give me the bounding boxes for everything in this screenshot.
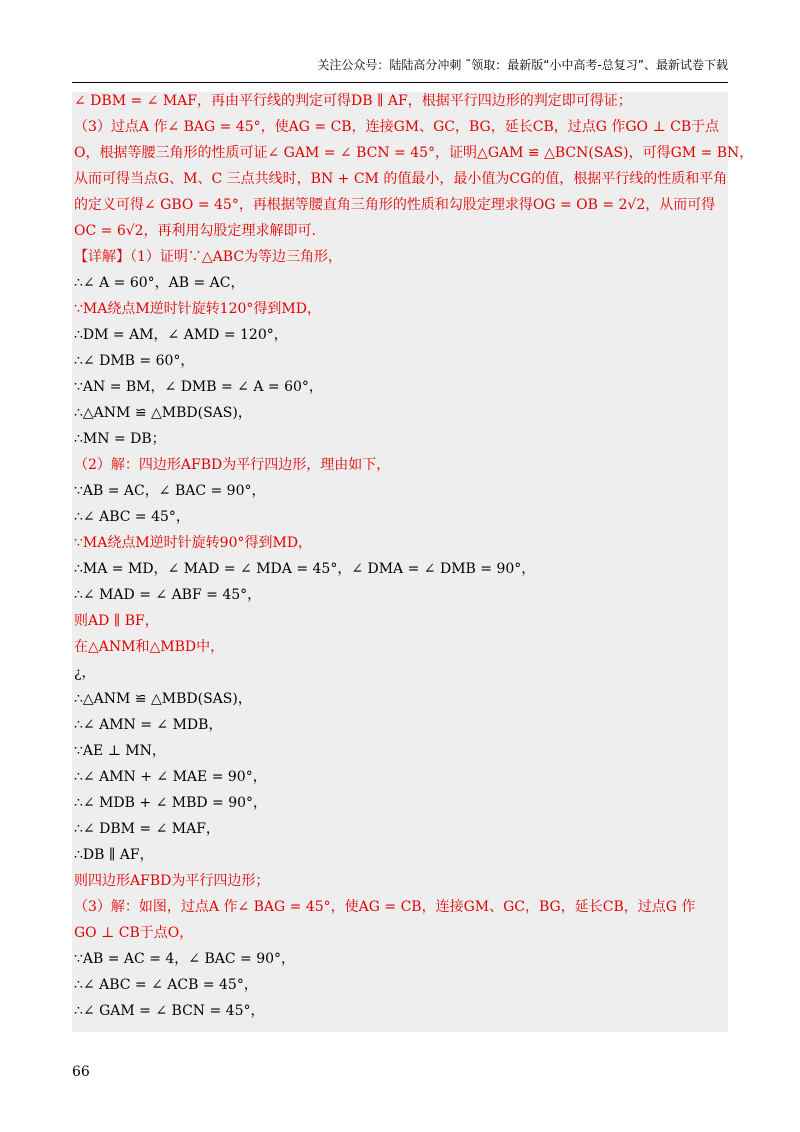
solution-line: ∴DB ∥ AF， xyxy=(74,847,154,863)
solution-line: ∴∠ MAD = ∠ ABF = 45°， xyxy=(74,587,262,603)
solution-line: ∴∠ A = 60°，AB = AC， xyxy=(74,275,245,291)
solution-line: ∴∠ GAM = ∠ BCN = 45°， xyxy=(74,1003,265,1019)
solution-line: ∴∠ ABC = 45°， xyxy=(74,509,190,525)
solution-line: O，根据等腰三角形的性质可证∠ GAM = ∠ BCN = 45°，证明△GAM ≌ △BCN(SAS)，可得GM = BN， xyxy=(74,145,754,161)
solution-line: ∵AN = BM，∠ DMB = ∠ A = 60°， xyxy=(74,379,323,395)
solution-line: ∴∠ AMN + ∠ MAE = 90°， xyxy=(74,769,267,785)
solution-line: ∴MN = DB； xyxy=(74,431,166,447)
solution-line: ∴∠ DBM = ∠ MAF， xyxy=(74,821,220,837)
solution-line: ∴∠ ABC = ∠ ACB = 45°， xyxy=(74,977,258,993)
solution-content xyxy=(72,92,754,1032)
header-rule xyxy=(72,82,728,83)
solution-line: ∵MA绕点M逆时针旋转120°得到MD， xyxy=(74,301,321,317)
solution-line: ¿， xyxy=(74,665,96,681)
solution-line: 则AD ∥ BF， xyxy=(74,613,159,629)
solution-line: OC = 6√2，再利用勾股定理求解即可. xyxy=(74,223,317,239)
page-number: 66 xyxy=(72,1064,90,1080)
solution-line: ∵AB = AC = 4，∠ BAC = 90°， xyxy=(74,951,296,967)
solution-line: ∠ DBM = ∠ MAF，再由平行线的判定可得DB ∥ AF，根据平行四边形的判定即可得证； xyxy=(74,93,632,109)
solution-line: ∴△ANM ≌ △MBD(SAS)， xyxy=(74,405,252,421)
solution-line: （3）过点A 作∠ BAG = 45°，使AG = CB，连接GM、GC，BG，延长CB，过点G 作GO ⊥ CB于点 xyxy=(74,119,720,135)
solution-line: 从而可得当点G、M、C 三点共线时，BN + CM 的值最小，最小值为CG的值，根据平行线的性质和平角 xyxy=(74,171,728,187)
page-header: 关注公众号：陆陆高分冲刺 ˜领取：最新版“小中高考-总复习”、最新试卷下载 xyxy=(317,58,728,72)
solution-line: GO ⊥ CB于点O， xyxy=(74,925,194,941)
solution-line: ∴∠ AMN = ∠ MDB， xyxy=(74,717,223,733)
solution-line: ∴△ANM ≌ △MBD(SAS)， xyxy=(74,691,252,707)
solution-line: ∴∠ MDB + ∠ MBD = 90°， xyxy=(74,795,268,811)
solution-line: ∵AE ⊥ MN， xyxy=(74,743,166,759)
solution-line: 的定义可得∠ GBO = 45°，再根据等腰直角三角形的性质和勾股定理求得OG = OB = 2√2，从而可得 xyxy=(74,197,716,213)
solution-line: ∴MA = MD，∠ MAD = ∠ MDA = 45°，∠ DMA = ∠ DMB = 90°， xyxy=(74,561,536,577)
solution-line: 在△ANM和△MBD中， xyxy=(74,639,225,655)
solution-line: 【详解】（1）证明∵△ABC为等边三角形， xyxy=(74,249,343,265)
solution-line: ∴∠ DMB = 60°， xyxy=(74,353,195,369)
solution-line: ∵MA绕点M逆时针旋转90°得到MD， xyxy=(74,535,313,551)
solution-line: ∴DM = AM，∠ AMD = 120°， xyxy=(74,327,288,343)
solution-line: （2）解：四边形AFBD为平行四边形，理由如下， xyxy=(74,457,391,473)
solution-line: （3）解：如图，过点A 作∠ BAG = 45°，使AG = CB，连接GM、GC，BG，延长CB，过点G 作 xyxy=(74,899,696,915)
solution-line: ∵AB = AC，∠ BAC = 90°， xyxy=(74,483,266,499)
solution-line: 则四边形AFBD为平行四边形； xyxy=(74,873,270,889)
